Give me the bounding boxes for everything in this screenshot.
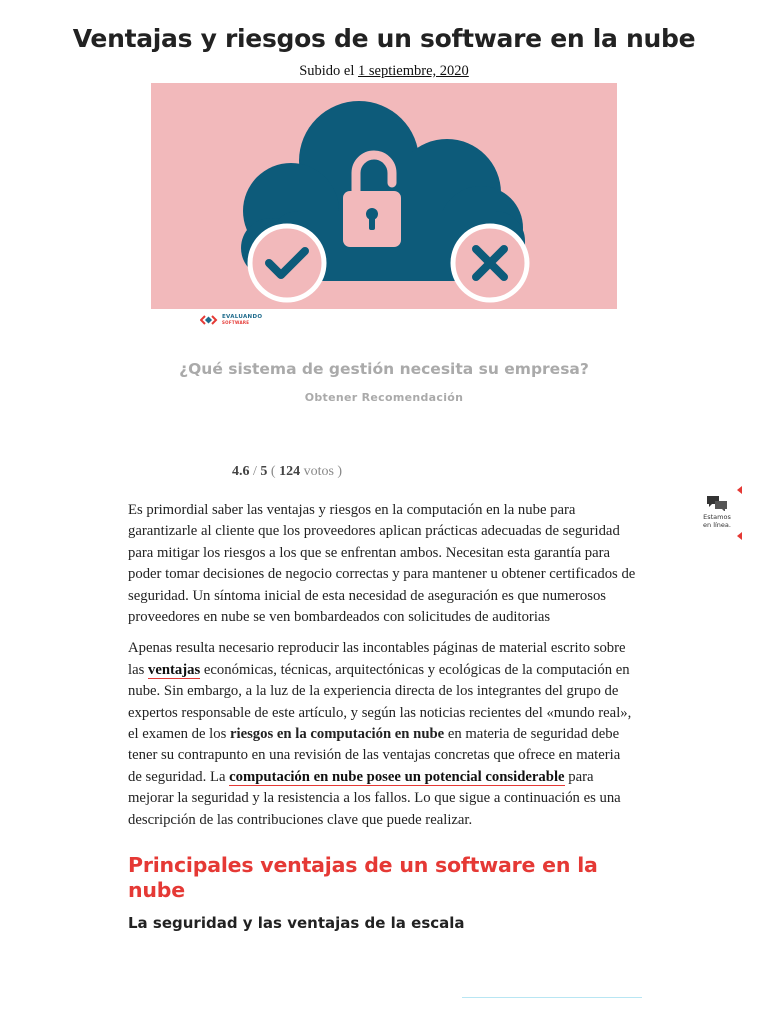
- chat-bubbles-icon: [706, 495, 728, 511]
- rating-score: 4.6: [232, 464, 250, 479]
- article-title: Ventajas y riesgos de un software en la nube: [72, 24, 696, 53]
- hero-image: [151, 83, 617, 309]
- divider-line: [462, 997, 642, 998]
- cta-question: ¿Qué sistema de gestión necesita su empresa?: [179, 360, 589, 378]
- section-heading: Principales ventajas de un software en la nube: [128, 853, 598, 903]
- article-body: [128, 500, 636, 933]
- brand-logo-icon: [200, 315, 218, 325]
- chat-arrow-down-icon: [737, 532, 742, 540]
- brand-logo: [200, 313, 262, 327]
- rating-close-paren: ): [337, 464, 343, 479]
- cross-circle-icon: [453, 226, 527, 300]
- rating-open-paren: (: [270, 464, 276, 479]
- check-circle-icon: [250, 226, 324, 300]
- rating-separator: /: [253, 464, 257, 479]
- cloud-lock-illustration: [151, 83, 617, 309]
- chat-arrow-up-icon: [737, 486, 742, 494]
- p2-text-d: para mejorar la seguridad y la resistencia a los fallos. Lo que sigue a continuación es una descripción de las contribuciones clave que puede realizar.: [128, 768, 621, 828]
- p2-text-c: en materia de seguridad debe tener su contrapunto en una revisión de las ventajas concretas que ofrece en materia de seguridad. La: [128, 726, 621, 785]
- rating-max: 5: [260, 464, 268, 479]
- upload-date-line: [0, 63, 768, 80]
- paragraph-1: Es primordial saber las ventajas y riesgos en la computación en la nube para garantizarle al cliente que los proveedores aplican prácticas adecuadas de seguridad para mitigar los riesgos a los que se enfrentan ambos. Necesitan esta garantía para poder tomar decisiones de negocio correctas y para mantener u obtener certificados de seguridad. Un síntoma inicial de esta necesidad de aseguración es que numerosos proveedores en nube se ven bombardeados con solicitudes de auditorias: [128, 502, 636, 626]
- chat-label-line2: en línea.: [703, 521, 731, 529]
- rating-votes-label: votos: [303, 464, 334, 479]
- upload-date-link[interactable]: 1 septiembre, 2020: [358, 63, 469, 79]
- p2-text-a: Apenas resulta necesario reproducir las incontables páginas de material escrito sobre las: [128, 640, 626, 678]
- rating-summary: [232, 464, 342, 480]
- brand-sub: SOFTWARE: [222, 320, 250, 325]
- subsection-heading: La seguridad y las ventajas de la escala: [128, 914, 465, 933]
- brand-name: EVALUANDO: [222, 314, 263, 320]
- chat-widget[interactable]: [698, 486, 742, 540]
- chat-status-label: [698, 513, 736, 529]
- upload-prefix: Subido el: [299, 63, 355, 79]
- rating-votes: 124: [279, 464, 301, 479]
- cloud-potential-link[interactable]: computación en nube posee un potencial considerable: [229, 768, 565, 785]
- chat-label-line1: Estamos: [703, 513, 731, 521]
- paragraph-2: [128, 638, 636, 831]
- ventajas-link[interactable]: ventajas: [148, 661, 201, 678]
- p2-text-b: económicas, técnicas, arquitectónicas y ecológicas de la computación en nube. Sin embargo, a la luz de la experiencia directa de los integrantes del grupo de expertos responsable de este artículo, y según las noticias recientes del «mundo real», el examen de los: [128, 661, 632, 743]
- get-recommendation-button[interactable]: Obtener Recomendación: [304, 391, 464, 404]
- p2-bold-risks: riesgos en la computación en nube: [229, 726, 445, 743]
